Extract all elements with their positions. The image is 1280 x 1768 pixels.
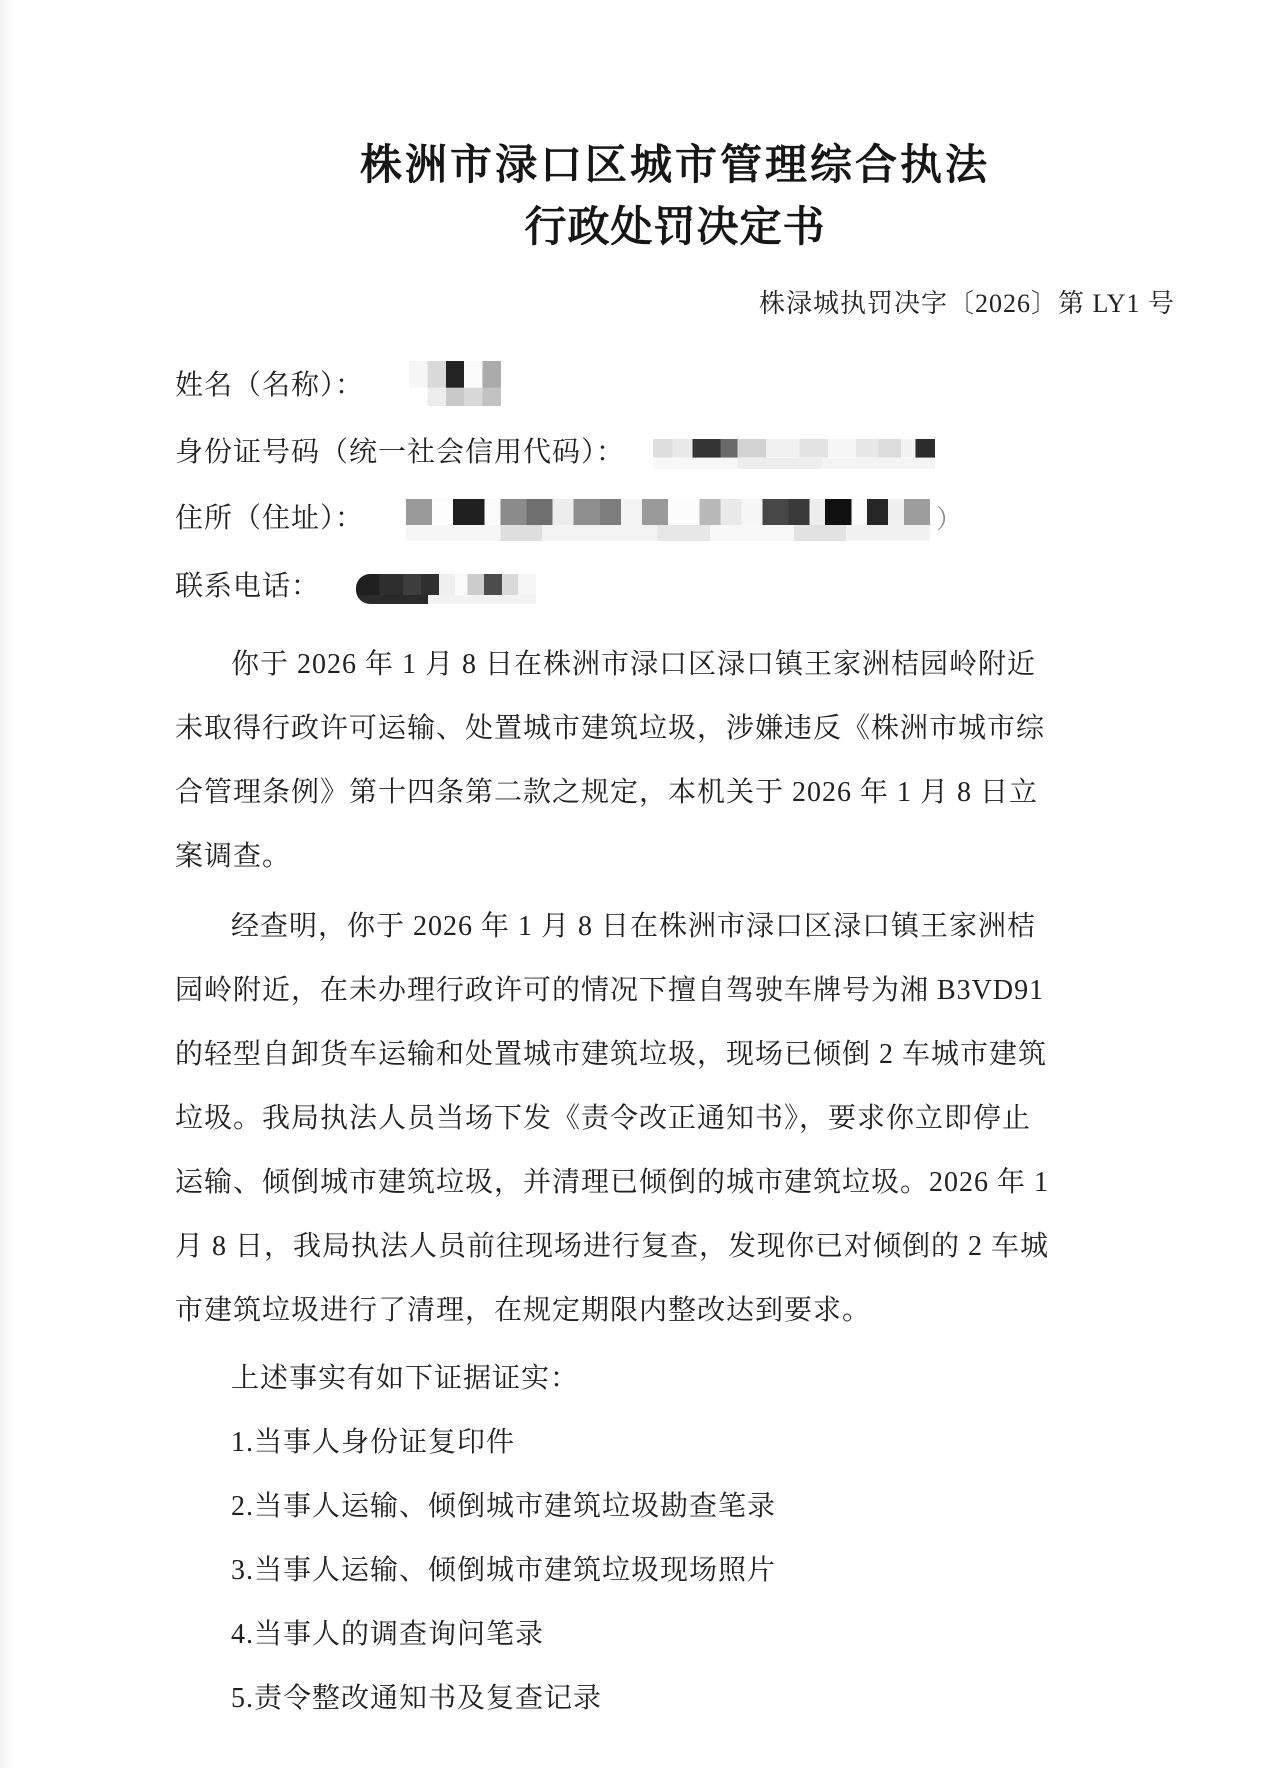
party-info-fields (175, 366, 1175, 607)
evidence-line: 上述事实有如下证据证实： (231, 1363, 580, 1395)
name-field-label: 姓名（名称）： (175, 370, 365, 401)
body-paragraph-findings (175, 895, 1175, 1343)
field-row-name (175, 366, 1175, 407)
evidence-line: 1.当事人身份证复印件 (231, 1427, 516, 1459)
evidence-line: 3.当事人运输、倾倒城市建筑垃圾现场照片 (231, 1555, 777, 1587)
field-row-phone (175, 567, 1175, 607)
body-text-line: 市建筑垃圾进行了清理，在规定期限内整改达到要求。 (175, 1295, 872, 1327)
body-paragraph-case-filing (175, 633, 1175, 889)
redacted-id-number-value (653, 439, 935, 469)
body-text-line: 运输、倾倒城市建筑垃圾，并清理已倾倒的城市建筑垃圾。2026 年 1 (175, 1167, 1050, 1199)
document-title-line2: 行政处罚决定书 (524, 205, 826, 251)
redacted-phone-value (356, 574, 536, 604)
redacted-name-value (409, 361, 501, 407)
address-trailing-mark: ） (936, 505, 964, 535)
body-text-line: 案调查。 (175, 841, 292, 873)
body-text-line: 经查明，你于 2026 年 1 月 8 日在株洲市渌口区渌口镇王家洲桔 (231, 911, 1037, 943)
scan-edge-artifact (0, 0, 14, 1768)
id-number-field-label: 身份证号码（统一社会信用代码）： (175, 436, 626, 468)
body-text-line: 你于 2026 年 1 月 8 日在株洲市渌口区渌口镇王家洲桔园岭附近 (231, 649, 1037, 681)
redacted-address-value (406, 499, 930, 541)
evidence-line: 2.当事人运输、倾倒城市建筑垃圾勘查笔录 (231, 1491, 777, 1523)
evidence-line: 4.当事人的调查询问笔录 (231, 1619, 545, 1651)
document-number: 株渌城执罚决字〔2026〕第 LY1 号 (758, 289, 1175, 318)
body-text-line: 合管理条例》第十四条第二款之规定，本机关于 2026 年 1 月 8 日立 (175, 777, 1039, 809)
body-text-line: 垃圾。我局执法人员当场下发《责令改正通知书》，要求你立即停止 (175, 1103, 1032, 1135)
evidence-list (175, 1347, 1175, 1731)
document-title-line1: 株洲市渌口区城市管理综合执法 (359, 143, 990, 189)
body-text-line: 园岭附近，在未办理行政许可的情况下擅自驾驶车牌号为湘 B3VD91 (175, 975, 1045, 1007)
field-row-id-number (175, 433, 1175, 473)
body-text-line: 月 8 日，我局执法人员前往现场进行复查，发现你已对倾倒的 2 车城 (175, 1231, 1050, 1263)
address-field-label: 住所（住址）： (175, 502, 365, 534)
body-text-line: 未取得行政许可运输、处置城市建筑垃圾，涉嫌违反《株洲市城市综 (175, 713, 1046, 745)
field-row-address (175, 499, 1175, 542)
body-text-line: 的轻型自卸货车运输和处置城市建筑垃圾，现场已倾倒 2 车城市建筑 (175, 1039, 1048, 1071)
phone-field-label: 联系电话： (175, 571, 321, 603)
evidence-line: 5.责令整改通知书及复查记录 (231, 1683, 603, 1715)
